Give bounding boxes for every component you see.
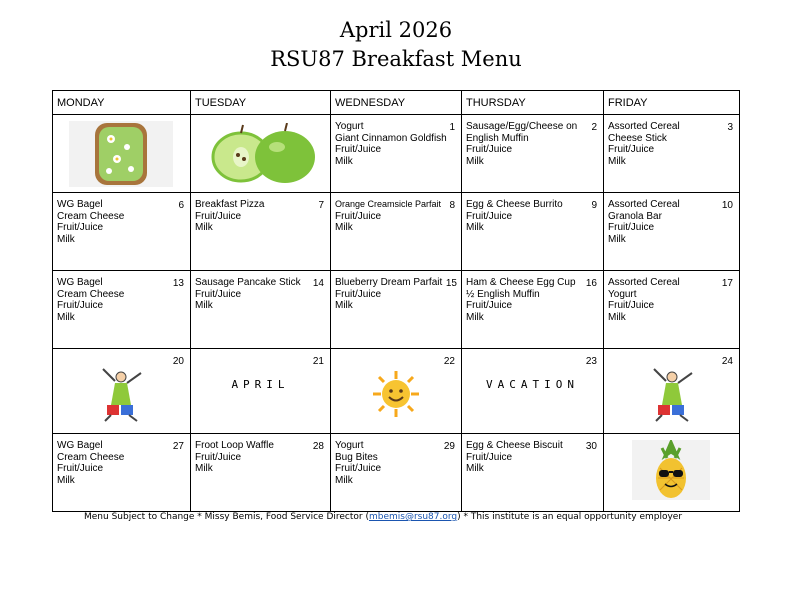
day-number: 20 <box>172 356 184 367</box>
contact-email-link[interactable]: mbemis@rsu87.org <box>368 512 458 522</box>
menu-item: Sausage Pancake Stick <box>195 277 301 288</box>
week-row-5 <box>53 434 740 512</box>
menu-item: Fruit/Juice <box>466 451 513 463</box>
day-cell <box>191 271 331 349</box>
day-number: 23 <box>585 356 597 367</box>
menu-item: Milk <box>57 311 75 323</box>
day-number: 1 <box>449 122 455 133</box>
menu-item: Cheese Stick <box>608 132 667 144</box>
day-cell <box>53 193 191 271</box>
menu-item: Fruit/Juice <box>335 144 382 155</box>
menu-item: Cream Cheese <box>57 451 125 463</box>
green-apples-icon <box>207 123 317 185</box>
menu-item: Assorted Cereal <box>608 277 680 288</box>
menu-item: Egg & Cheese Burrito <box>466 199 563 210</box>
menu-item: English Muffin <box>466 132 529 144</box>
menu-item: Bug Bites <box>335 451 378 463</box>
menu-item: Milk <box>335 474 353 486</box>
menu-item: Fruit/Juice <box>195 210 242 222</box>
week-row-3 <box>53 271 740 349</box>
day-number: 3 <box>727 122 733 133</box>
day-number: 7 <box>318 200 324 211</box>
menu-item: ½ English Muffin <box>466 288 540 300</box>
day-number: 10 <box>721 200 733 211</box>
week-row-1 <box>53 115 740 193</box>
day-cell <box>331 271 462 349</box>
menu-item: Milk <box>335 222 353 233</box>
day-number: 17 <box>721 278 733 289</box>
weekday-tuesday: TUESDAY <box>191 91 331 115</box>
day-cell <box>53 115 191 193</box>
menu-item: WG Bagel <box>57 199 103 210</box>
day-cell <box>604 193 740 271</box>
weekday-header-row <box>53 91 740 115</box>
day-number: 15 <box>445 278 457 289</box>
vacation-banner-april: APRIL <box>231 378 290 391</box>
week-row-4 <box>53 349 740 434</box>
menu-item: Fruit/Juice <box>608 222 655 233</box>
day-cell <box>604 434 740 512</box>
menu-item: Fruit/Juice <box>195 451 242 463</box>
menu-item: Fruit/Juice <box>466 300 513 311</box>
menu-item: Milk <box>466 311 484 323</box>
day-cell <box>331 115 462 193</box>
day-cell <box>331 434 462 512</box>
menu-item: Orange Creamsicle Parfait <box>335 199 442 209</box>
menu-item: Milk <box>608 311 626 323</box>
menu-item: Fruit/Juice <box>335 463 382 474</box>
day-number: 28 <box>312 441 324 452</box>
menu-item: Milk <box>195 222 213 233</box>
day-number: 24 <box>721 356 733 367</box>
menu-item: Fruit/Juice <box>195 288 242 300</box>
day-cell <box>462 434 604 512</box>
menu-item: Milk <box>195 300 213 311</box>
day-cell <box>53 271 191 349</box>
menu-item: Giant Cinnamon Goldfish <box>335 132 447 144</box>
menu-item: Fruit/Juice <box>57 463 104 474</box>
menu-item: Cream Cheese <box>57 288 125 300</box>
menu-calendar <box>52 90 740 512</box>
cartwheel-kid-icon <box>648 365 696 423</box>
avocado-toast-icon <box>69 121 173 187</box>
day-number: 13 <box>172 278 184 289</box>
menu-item: Fruit/Juice <box>466 210 513 222</box>
day-cell <box>604 115 740 193</box>
day-cell <box>191 115 331 193</box>
menu-item: Yogurt <box>608 288 637 300</box>
page-title: April 2026 <box>339 18 453 42</box>
day-number: 6 <box>178 200 184 211</box>
day-number: 8 <box>449 200 455 211</box>
menu-item: WG Bagel <box>57 277 103 288</box>
day-number: 2 <box>591 122 597 133</box>
menu-item: Ham & Cheese Egg Cup <box>466 277 576 288</box>
menu-item: Blueberry Dream Parfait <box>335 277 443 288</box>
weekday-thursday: THURSDAY <box>462 91 604 115</box>
menu-item: Yogurt <box>335 440 364 451</box>
day-cell <box>462 115 604 193</box>
menu-item: Cream Cheese <box>57 210 125 222</box>
vacation-banner-vacation: VACATION <box>486 378 579 391</box>
menu-item: WG Bagel <box>57 440 103 451</box>
day-cell <box>462 271 604 349</box>
menu-item: Milk <box>57 233 75 245</box>
menu-item: Milk <box>608 155 626 167</box>
day-cell <box>462 349 604 434</box>
weekday-wednesday: WEDNESDAY <box>331 91 462 115</box>
menu-item: Yogurt <box>335 121 364 132</box>
menu-item: Granola Bar <box>608 210 662 222</box>
menu-item: Fruit/Juice <box>57 300 104 311</box>
footer-suffix: ) * This institute is an equal opportunity employer <box>457 512 683 522</box>
menu-item: Milk <box>466 463 484 474</box>
weekday-friday: FRIDAY <box>604 91 740 115</box>
menu-item: Milk <box>57 474 75 486</box>
day-cell <box>53 434 191 512</box>
day-cell <box>604 271 740 349</box>
weekday-monday: MONDAY <box>53 91 191 115</box>
day-number: 14 <box>312 278 324 289</box>
page-subtitle: RSU87 Breakfast Menu <box>270 47 522 71</box>
footer-note <box>84 512 682 522</box>
menu-item: Milk <box>335 155 353 167</box>
day-cell <box>53 349 191 434</box>
menu-item: Sausage/Egg/Cheese on <box>466 121 578 132</box>
menu-item: Milk <box>466 155 484 167</box>
footer-prefix: Menu Subject to Change * Missy Bemis, Food Service Director ( <box>84 512 369 522</box>
menu-item: Fruit/Juice <box>608 300 655 311</box>
menu-item: Assorted Cereal <box>608 199 680 210</box>
day-cell <box>331 349 462 434</box>
pineapple-sunglasses-icon <box>632 440 710 500</box>
smiling-sun-icon <box>371 371 421 417</box>
menu-item: Froot Loop Waffle <box>195 440 274 451</box>
menu-item: Fruit/Juice <box>608 144 655 155</box>
day-number: 9 <box>591 200 597 211</box>
day-cell <box>331 193 462 271</box>
day-cell <box>191 434 331 512</box>
menu-item: Milk <box>466 222 484 233</box>
cartwheel-kid-icon <box>97 365 145 423</box>
day-number: 30 <box>585 441 597 452</box>
day-number: 29 <box>443 441 455 452</box>
menu-item: Milk <box>335 300 353 311</box>
day-number: 21 <box>312 356 324 367</box>
day-cell <box>604 349 740 434</box>
day-number: 16 <box>585 278 597 289</box>
menu-item: Milk <box>195 463 213 474</box>
day-number: 22 <box>443 356 455 367</box>
day-cell <box>462 193 604 271</box>
menu-item: Fruit/Juice <box>57 222 104 233</box>
menu-item: Milk <box>608 233 626 245</box>
menu-item: Fruit/Juice <box>466 144 513 155</box>
menu-item: Assorted Cereal <box>608 121 680 132</box>
day-number: 27 <box>172 441 184 452</box>
menu-item: Breakfast Pizza <box>195 199 265 210</box>
menu-item: Fruit/Juice <box>335 210 382 222</box>
day-cell <box>191 349 331 434</box>
week-row-2 <box>53 193 740 271</box>
menu-item: Fruit/Juice <box>335 288 382 300</box>
day-cell <box>191 193 331 271</box>
menu-item: Egg & Cheese Biscuit <box>466 440 563 451</box>
